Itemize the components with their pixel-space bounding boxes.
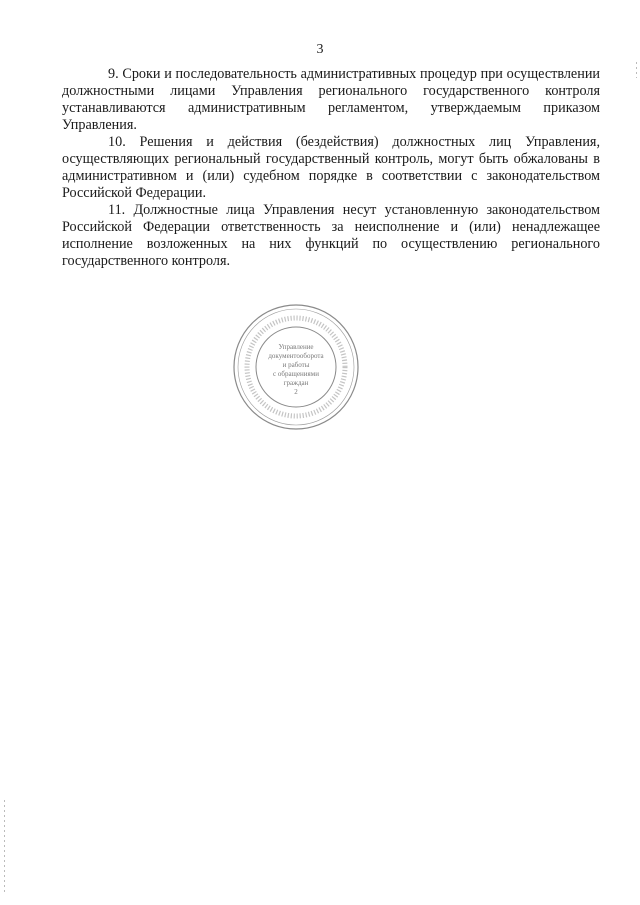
paragraph-11: 11. Должностные лица Управления несут установленную законодательством Российской Федерации ответственность за неисполнение и (или) ненадлежащее исполнение возложенных на них функций по осуществлению регионального государственного контроля. [62,202,600,269]
page-number: 3 [316,42,324,57]
paragraph-9: 9. Сроки и последовательность административных процедур при осуществлении должностными лицами Управления регионального государственного контроля устанавливаются административным регламентом, утверждаемым приказом Управления. [62,66,600,133]
stamp-line-6: 2 [294,388,298,396]
official-stamp [231,302,361,432]
stamp-line-1: Управление [278,343,314,351]
stamp-seal-icon [231,302,361,432]
document-body [62,66,600,270]
scan-edge-mark-top [636,62,637,78]
stamp-line-5: граждан [283,379,309,387]
paragraph-10: 10. Решения и действия (бездействия) должностных лиц Управления, осуществляющих региональный государственный контроль, могут быть обжалованы в административном и (или) судебном порядке в соответствии с законодательством Российской Федерации. [62,134,600,201]
stamp-line-4: с обращениями [273,370,319,378]
scan-edge-mark-bottom [4,800,5,895]
stamp-line-3: и работы [282,361,310,369]
stamp-line-2: документооборота [268,352,324,360]
